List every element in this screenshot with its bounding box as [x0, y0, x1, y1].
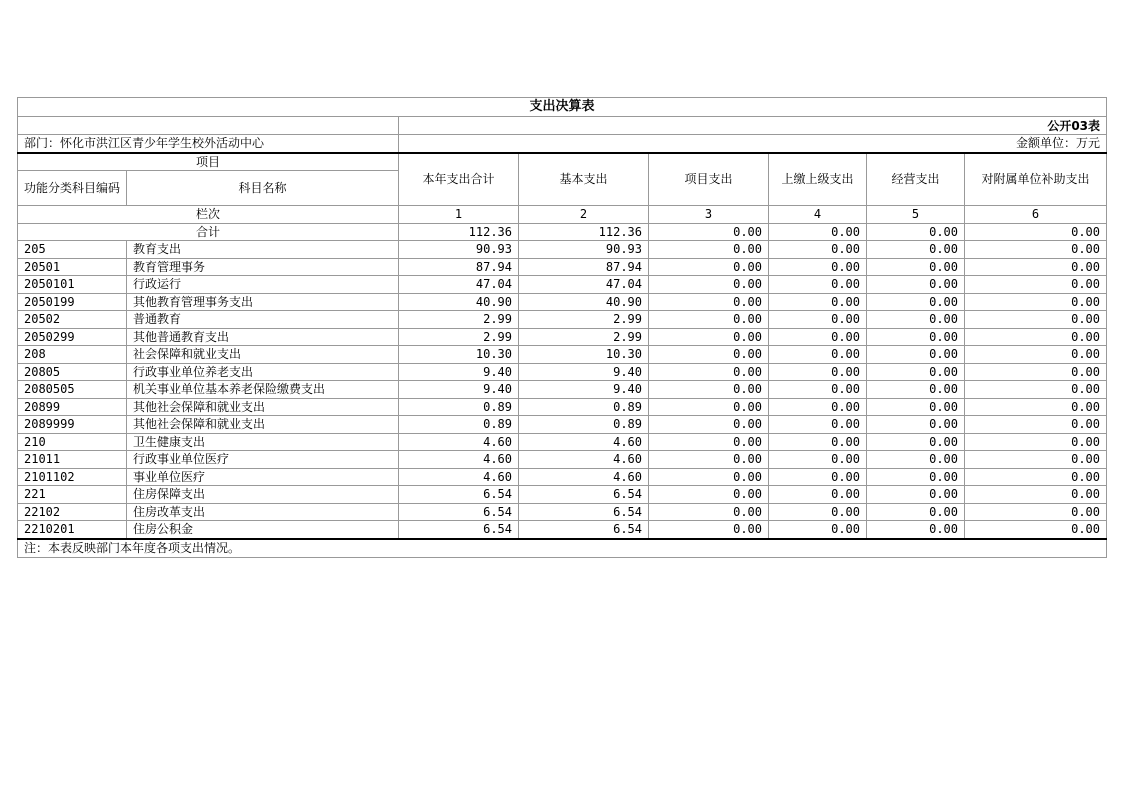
form-number: 公开03表: [399, 117, 1107, 135]
amount-cell: 0.00: [649, 328, 769, 346]
amount-cell: 0.00: [769, 346, 867, 364]
subject-code: 20805: [18, 363, 127, 381]
amount-cell: 0.00: [769, 468, 867, 486]
amount-cell: 2.99: [519, 311, 649, 329]
amount-cell: 6.54: [399, 503, 519, 521]
col-number: 6: [965, 206, 1107, 224]
amount-cell: 0.00: [965, 486, 1107, 504]
table-row: [18, 433, 1107, 451]
amount-cell: 6.54: [519, 486, 649, 504]
amount-cell: 0.00: [965, 363, 1107, 381]
subject-code: 208: [18, 346, 127, 364]
header-code: 功能分类科目编码: [18, 171, 127, 206]
header-col-6: 对附属单位补助支出: [965, 153, 1107, 206]
amount-cell: 0.00: [965, 416, 1107, 434]
amount-cell: 10.30: [399, 346, 519, 364]
amount-cell: 0.00: [769, 416, 867, 434]
amount-cell: 0.00: [867, 486, 965, 504]
col-number: 2: [519, 206, 649, 224]
header-col-5: 经营支出: [867, 153, 965, 206]
amount-cell: 0.00: [867, 521, 965, 539]
table-row: [18, 346, 1107, 364]
amount-cell: 0.00: [965, 451, 1107, 469]
table-row: [18, 293, 1107, 311]
table-row: [18, 451, 1107, 469]
amount-cell: 0.00: [649, 416, 769, 434]
amount-cell: 4.60: [519, 433, 649, 451]
subject-name: 普通教育: [127, 311, 399, 329]
amount-cell: 90.93: [399, 241, 519, 259]
amount-cell: 0.00: [769, 451, 867, 469]
department-label: 部门：怀化市洪江区青少年学生校外活动中心: [18, 135, 399, 153]
amount-cell: 2.99: [399, 311, 519, 329]
total-value: 0.00: [769, 223, 867, 241]
amount-cell: 4.60: [399, 433, 519, 451]
amount-cell: 0.00: [867, 451, 965, 469]
amount-cell: 0.00: [867, 416, 965, 434]
subject-code: 2050101: [18, 276, 127, 294]
amount-cell: 0.00: [965, 503, 1107, 521]
amount-cell: 47.04: [519, 276, 649, 294]
table-row: [18, 468, 1107, 486]
amount-cell: 4.60: [399, 468, 519, 486]
subject-name: 其他社会保障和就业支出: [127, 416, 399, 434]
subject-name: 住房公积金: [127, 521, 399, 539]
expenditure-table-sheet: [17, 97, 1106, 558]
amount-cell: 9.40: [399, 363, 519, 381]
amount-cell: 0.00: [649, 276, 769, 294]
amount-cell: 0.00: [769, 363, 867, 381]
amount-cell: 90.93: [519, 241, 649, 259]
amount-cell: 9.40: [519, 363, 649, 381]
amount-cell: 0.00: [649, 293, 769, 311]
amount-cell: 0.00: [867, 293, 965, 311]
amount-cell: 0.00: [867, 398, 965, 416]
amount-cell: 0.00: [867, 311, 965, 329]
amount-cell: 0.00: [649, 241, 769, 259]
amount-cell: 0.00: [965, 346, 1107, 364]
table-row: [18, 276, 1107, 294]
amount-cell: 87.94: [399, 258, 519, 276]
amount-cell: 0.00: [769, 293, 867, 311]
subject-name: 住房改革支出: [127, 503, 399, 521]
amount-cell: 6.54: [519, 503, 649, 521]
subject-name: 社会保障和就业支出: [127, 346, 399, 364]
amount-cell: 0.00: [769, 503, 867, 521]
table-row: [18, 398, 1107, 416]
amount-cell: 0.00: [649, 521, 769, 539]
amount-cell: 0.00: [965, 433, 1107, 451]
amount-cell: 0.00: [649, 363, 769, 381]
amount-cell: 6.54: [399, 521, 519, 539]
header-project: 项目: [18, 153, 399, 171]
subject-code: 221: [18, 486, 127, 504]
amount-cell: 6.54: [519, 521, 649, 539]
amount-cell: 0.00: [769, 328, 867, 346]
subject-code: 2089999: [18, 416, 127, 434]
subject-code: 210: [18, 433, 127, 451]
table-row: [18, 521, 1107, 539]
amount-cell: 0.00: [965, 311, 1107, 329]
subject-name: 卫生健康支出: [127, 433, 399, 451]
amount-cell: 0.00: [867, 433, 965, 451]
amount-cell: 0.00: [769, 521, 867, 539]
amount-cell: 6.54: [399, 486, 519, 504]
amount-cell: 0.00: [649, 381, 769, 399]
amount-cell: 0.00: [649, 451, 769, 469]
amount-cell: 0.00: [867, 276, 965, 294]
subject-name: 其他普通教育支出: [127, 328, 399, 346]
table-row: [18, 363, 1107, 381]
subject-code: 205: [18, 241, 127, 259]
unit-label: 金额单位：万元: [399, 135, 1107, 153]
subject-code: 20899: [18, 398, 127, 416]
amount-cell: 47.04: [399, 276, 519, 294]
amount-cell: 0.00: [769, 398, 867, 416]
amount-cell: 0.00: [965, 398, 1107, 416]
subject-name: 行政事业单位医疗: [127, 451, 399, 469]
amount-cell: 40.90: [399, 293, 519, 311]
header-col-1: 本年支出合计: [399, 153, 519, 206]
subject-name: 行政运行: [127, 276, 399, 294]
subject-code: 2050199: [18, 293, 127, 311]
table-row: [18, 503, 1107, 521]
subject-name: 事业单位医疗: [127, 468, 399, 486]
subject-name: 其他教育管理事务支出: [127, 293, 399, 311]
subject-code: 20502: [18, 311, 127, 329]
amount-cell: 0.00: [965, 241, 1107, 259]
amount-cell: 2.99: [519, 328, 649, 346]
amount-cell: 0.00: [769, 381, 867, 399]
amount-cell: 0.00: [965, 258, 1107, 276]
total-value: 0.00: [965, 223, 1107, 241]
amount-cell: 0.00: [769, 258, 867, 276]
subject-code: 2210201: [18, 521, 127, 539]
subject-code: 21011: [18, 451, 127, 469]
subject-name: 其他社会保障和就业支出: [127, 398, 399, 416]
subject-name: 教育支出: [127, 241, 399, 259]
amount-cell: 0.00: [867, 346, 965, 364]
amount-cell: 0.89: [399, 416, 519, 434]
table-title: 支出决算表: [18, 98, 1107, 117]
amount-cell: 0.00: [867, 241, 965, 259]
col-number: 3: [649, 206, 769, 224]
total-value: 112.36: [399, 223, 519, 241]
subject-name: 教育管理事务: [127, 258, 399, 276]
blank-cell: [18, 117, 399, 135]
amount-cell: 0.00: [769, 241, 867, 259]
table-row: [18, 416, 1107, 434]
row-label-lanci: 栏次: [18, 206, 399, 224]
col-number: 5: [867, 206, 965, 224]
amount-cell: 0.00: [965, 328, 1107, 346]
amount-cell: 9.40: [519, 381, 649, 399]
amount-cell: 0.00: [649, 258, 769, 276]
expenditure-table: [17, 97, 1107, 558]
amount-cell: 10.30: [519, 346, 649, 364]
amount-cell: 0.00: [965, 293, 1107, 311]
subject-code: 2050299: [18, 328, 127, 346]
amount-cell: 0.00: [769, 311, 867, 329]
amount-cell: 0.00: [867, 468, 965, 486]
subject-code: 22102: [18, 503, 127, 521]
amount-cell: 0.00: [965, 468, 1107, 486]
total-value: 0.00: [649, 223, 769, 241]
amount-cell: 87.94: [519, 258, 649, 276]
subject-name: 行政事业单位养老支出: [127, 363, 399, 381]
amount-cell: 0.00: [769, 486, 867, 504]
total-label: 合计: [18, 223, 399, 241]
amount-cell: 0.00: [965, 521, 1107, 539]
amount-cell: 0.89: [519, 416, 649, 434]
amount-cell: 0.00: [649, 311, 769, 329]
col-number: 4: [769, 206, 867, 224]
header-col-4: 上缴上级支出: [769, 153, 867, 206]
amount-cell: 0.00: [649, 433, 769, 451]
col-number: 1: [399, 206, 519, 224]
amount-cell: 4.60: [399, 451, 519, 469]
amount-cell: 0.00: [965, 381, 1107, 399]
amount-cell: 0.00: [867, 363, 965, 381]
table-row: [18, 381, 1107, 399]
subject-code: 2080505: [18, 381, 127, 399]
table-row: [18, 328, 1107, 346]
subject-code: 20501: [18, 258, 127, 276]
amount-cell: 0.00: [649, 486, 769, 504]
header-name: 科目名称: [127, 171, 399, 206]
table-row: [18, 258, 1107, 276]
total-value: 0.00: [867, 223, 965, 241]
table-note: 注：本表反映部门本年度各项支出情况。: [18, 539, 1107, 558]
amount-cell: 0.00: [867, 503, 965, 521]
table-row: [18, 311, 1107, 329]
amount-cell: 0.00: [769, 276, 867, 294]
amount-cell: 0.00: [867, 328, 965, 346]
total-value: 112.36: [519, 223, 649, 241]
amount-cell: 4.60: [519, 468, 649, 486]
amount-cell: 2.99: [399, 328, 519, 346]
amount-cell: 0.00: [867, 381, 965, 399]
header-col-3: 项目支出: [649, 153, 769, 206]
header-col-2: 基本支出: [519, 153, 649, 206]
amount-cell: 0.00: [769, 433, 867, 451]
amount-cell: 0.89: [399, 398, 519, 416]
total-row: [18, 223, 1107, 241]
amount-cell: 40.90: [519, 293, 649, 311]
subject-code: 2101102: [18, 468, 127, 486]
amount-cell: 0.00: [649, 468, 769, 486]
amount-cell: 4.60: [519, 451, 649, 469]
amount-cell: 0.00: [649, 398, 769, 416]
amount-cell: 0.00: [649, 503, 769, 521]
amount-cell: 0.00: [965, 276, 1107, 294]
amount-cell: 0.00: [649, 346, 769, 364]
table-row: [18, 241, 1107, 259]
subject-name: 机关事业单位基本养老保险缴费支出: [127, 381, 399, 399]
amount-cell: 9.40: [399, 381, 519, 399]
subject-name: 住房保障支出: [127, 486, 399, 504]
amount-cell: 0.00: [867, 258, 965, 276]
table-row: [18, 486, 1107, 504]
amount-cell: 0.89: [519, 398, 649, 416]
